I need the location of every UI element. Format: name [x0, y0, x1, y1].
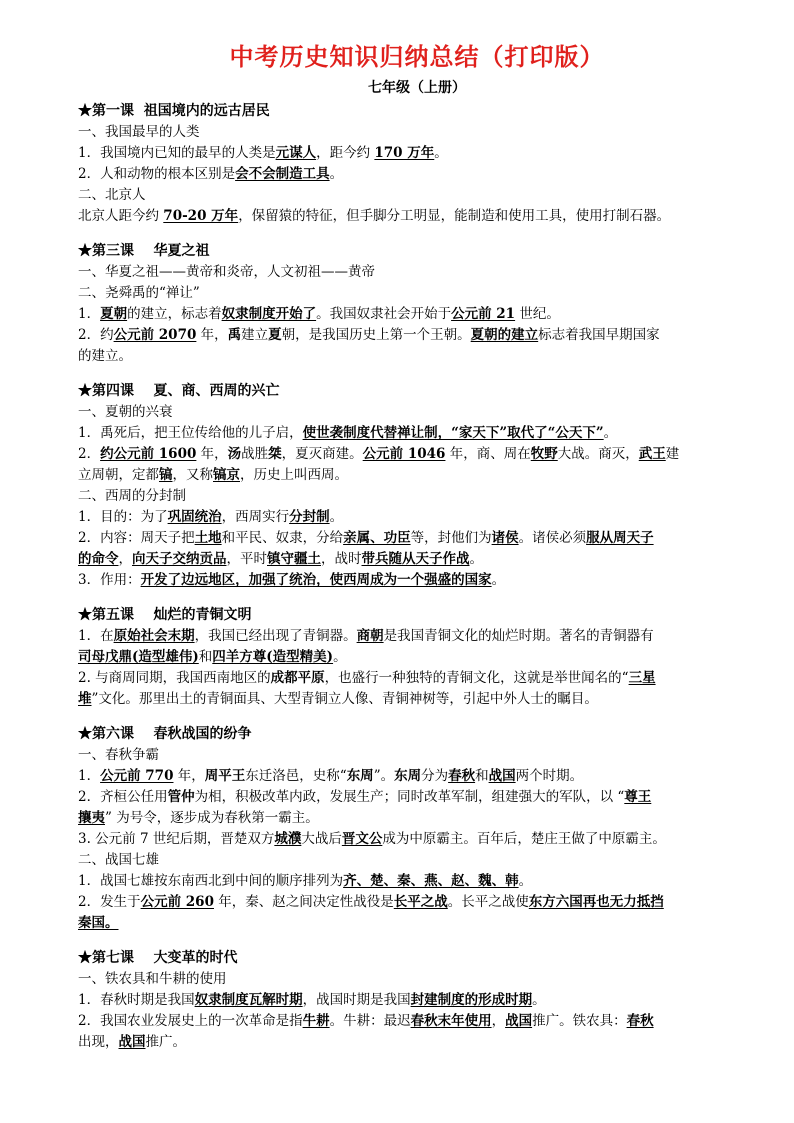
text-segment: 2．约	[78, 327, 114, 343]
key-term: 镐京	[213, 467, 240, 483]
key-term: 公元前 260	[140, 894, 214, 910]
text-segment: 的建立。	[78, 348, 132, 364]
text-segment: 是我国青铜文化的灿烂时期。著名的青铜器有	[383, 628, 654, 644]
text-line	[78, 122, 756, 143]
text-segment: 一、铁农具和牛耕的使用	[78, 971, 227, 987]
text-line	[78, 143, 756, 164]
key-term: 商朝	[356, 628, 384, 644]
key-term: 的命令	[78, 551, 119, 567]
text-segment: 建立	[241, 327, 269, 343]
text-segment: ，又称	[172, 467, 213, 483]
text-segment: 1．目的：为了	[78, 509, 168, 525]
text-line	[78, 647, 756, 668]
key-term: 晋文公	[341, 831, 383, 847]
text-segment: 。	[333, 649, 347, 665]
key-term: 长平之战	[393, 894, 448, 910]
key-term: 四羊方尊(造型精美)	[212, 649, 334, 665]
text-segment: 周平王	[204, 768, 246, 784]
text-line	[78, 304, 756, 325]
lesson-section	[78, 101, 756, 227]
text-segment: 1．春秋时期是我国	[78, 992, 195, 1008]
text-segment: 夏	[268, 327, 282, 343]
text-segment: 建	[665, 446, 680, 462]
lesson-heading: ★第一课 祖国境内的远古居民	[78, 103, 270, 119]
text-line	[78, 829, 756, 850]
text-segment: ，	[118, 551, 132, 567]
text-line	[78, 850, 756, 871]
key-term: 向天子交纳贡品	[132, 551, 227, 567]
text-segment: 。	[469, 551, 483, 567]
text-segment: 1．禹死后，把王位传给他的儿子启，	[78, 425, 303, 441]
text-segment: 和	[475, 768, 489, 784]
text-line	[78, 766, 756, 787]
text-segment: 出现，	[78, 1034, 119, 1050]
text-segment: 东迁洛邑，史称“	[245, 768, 347, 784]
text-segment: ，历史上叫西周。	[240, 467, 348, 483]
text-segment: 一、华夏之祖——黄帝和炎帝，人文初祖——黄帝	[78, 264, 375, 280]
lesson-section	[78, 948, 756, 1053]
key-term: 约公元前 1600	[100, 446, 197, 462]
key-term: 武王	[638, 446, 666, 462]
text-segment: 。	[329, 166, 344, 182]
key-term: 牧野	[530, 446, 558, 462]
document-subtitle: 七年级（上册）	[368, 80, 466, 96]
key-term: 镐	[159, 467, 173, 483]
key-term: 战国	[488, 768, 516, 784]
text-segment: 年，商、周在	[445, 446, 531, 462]
key-term: 城濮	[274, 831, 302, 847]
lesson-section	[78, 381, 756, 591]
text-line	[78, 507, 756, 528]
key-term: 会不会制造工具	[235, 166, 330, 182]
text-line	[78, 570, 756, 591]
text-line	[78, 206, 756, 227]
text-line	[78, 689, 756, 710]
key-term: 封建制度的形成时期	[410, 992, 533, 1008]
text-line	[78, 871, 756, 892]
text-line	[78, 1011, 756, 1032]
text-segment: ，战时	[321, 551, 362, 567]
key-term: 春秋	[626, 1013, 654, 1029]
key-term: 战国	[505, 1013, 533, 1029]
text-line	[78, 668, 756, 689]
text-segment: 东周	[394, 768, 422, 784]
text-segment: 。	[603, 425, 618, 441]
text-segment: 。	[491, 572, 506, 588]
text-segment: 年，秦、赵之间决定性战役是	[213, 894, 394, 910]
text-line	[78, 402, 756, 423]
text-segment: 禹	[227, 327, 242, 343]
key-term: 使世袭制度代替禅让制，“家天下”取代了“公天下”	[302, 425, 604, 441]
text-line	[78, 913, 756, 934]
key-term: 奴隶制度开始了	[221, 306, 317, 322]
text-segment: 。我国奴隶社会开始于	[316, 306, 452, 322]
text-line	[78, 185, 756, 206]
text-segment: 2．内容：周天子把	[78, 530, 195, 546]
text-segment: 一、我国最早的人类	[78, 124, 200, 140]
text-segment: 。诸侯必须	[518, 530, 587, 546]
key-term: 开发了边远地区，加强了统治，使西周成为一个强盛的国家	[140, 572, 492, 588]
key-term: 带兵随从天子作战	[361, 551, 470, 567]
text-segment: 一、春秋争霸	[78, 747, 159, 763]
text-segment: 为相，积极改革内政，发展生产；同时改革军制，组建强大的军队，以 “	[194, 789, 625, 805]
key-term: 齐、楚、秦、燕、赵、魏、韩	[343, 873, 519, 889]
lesson-section	[78, 605, 756, 710]
text-segment: 。	[434, 145, 448, 161]
text-line	[78, 990, 756, 1011]
key-term: 亲属、功臣	[343, 530, 411, 546]
key-term: 攘夷	[78, 810, 105, 826]
text-segment: 3．作用：	[78, 572, 141, 588]
text-segment: 成都平原	[270, 670, 325, 686]
text-segment: 。	[329, 509, 344, 525]
text-segment: 标志着我国早期国家	[538, 327, 660, 343]
text-segment: 2．发生于	[78, 894, 141, 910]
text-segment: 。	[532, 992, 546, 1008]
text-line	[78, 486, 756, 507]
key-term: 奴隶制度瓦解时期	[194, 992, 303, 1008]
text-line	[78, 892, 756, 913]
document-title: 中考历史知识归纳总结（打印版）	[229, 43, 605, 71]
text-segment: 和平民、奴隶，分给	[221, 530, 344, 546]
key-term: 堆	[78, 691, 92, 707]
lesson-section	[78, 241, 756, 367]
text-line	[78, 283, 756, 304]
key-term: 公元前 2070	[113, 327, 197, 343]
text-line	[78, 787, 756, 808]
text-segment: 。	[518, 873, 533, 889]
key-term: 司母戊鼎(造型雄伟)	[78, 649, 199, 665]
text-segment: 一、夏朝的兴衰	[78, 404, 173, 420]
text-segment: 1．我国境内已知的最早的人类是	[78, 145, 276, 161]
text-segment: 二、西周的分封制	[78, 488, 186, 504]
text-segment: 和	[198, 649, 213, 665]
text-segment: 年，	[196, 327, 228, 343]
text-segment: 世纪。	[515, 306, 560, 322]
text-segment: 推广。铁农具：	[532, 1013, 627, 1029]
text-segment: ，保留猿的特征，但手脚分工明显，能制造和使用工具，使用打制石器。	[238, 208, 671, 224]
text-line	[78, 262, 756, 283]
text-segment: ，距今约	[316, 145, 375, 161]
lesson-heading: ★第六课 春秋战国的纷争	[78, 726, 252, 742]
text-line	[78, 325, 756, 346]
text-segment: 二、北京人	[78, 187, 146, 203]
key-term: 分封制	[289, 509, 330, 525]
key-term: 公元前 21	[451, 306, 516, 322]
text-segment: ，平时	[226, 551, 267, 567]
text-line	[78, 423, 756, 444]
text-segment: ” 为号令，逐步成为春秋第一霸主。	[105, 810, 319, 826]
key-term: 三星	[628, 670, 656, 686]
text-segment: 二、尧舜禹的“禅让”	[78, 285, 200, 301]
key-term: 镇守疆土	[267, 551, 321, 567]
key-term: 东方六国再也无力抵挡	[528, 894, 664, 910]
key-term: 服从周天子	[586, 530, 654, 546]
key-term: 170 万年	[374, 145, 435, 161]
text-segment: 2. 与商周同期，我国西南地区的	[78, 670, 271, 686]
lesson-section	[78, 724, 756, 934]
text-segment: 两个时期。	[515, 768, 584, 784]
text-line	[78, 444, 756, 465]
lesson-heading: ★第三课 华夏之祖	[78, 243, 210, 259]
text-line	[78, 626, 756, 647]
text-segment: 的建立，标志着	[127, 306, 222, 322]
key-term: 秦国。	[78, 915, 119, 931]
text-segment: 推广。	[145, 1034, 186, 1050]
text-segment: 大战后	[301, 831, 342, 847]
text-line	[78, 745, 756, 766]
text-segment: 1．战国七雄按东南西北到中间的顺序排列为	[78, 873, 344, 889]
text-segment: 二、战国七雄	[78, 852, 159, 868]
text-segment: 东周	[346, 768, 374, 784]
key-term: 春秋末年使用	[410, 1013, 492, 1029]
text-line	[78, 969, 756, 990]
text-segment: 北京人距今约	[78, 208, 164, 224]
text-segment: ，战国时期是我国	[302, 992, 411, 1008]
text-line	[78, 346, 756, 367]
text-segment: 1．	[78, 768, 101, 784]
key-term: 夏朝	[100, 306, 128, 322]
key-term: 战国	[118, 1034, 146, 1050]
key-term: 诸侯	[491, 530, 519, 546]
lesson-heading: ★第五课 灿烂的青铜文明	[78, 607, 252, 623]
text-segment: 成为中原霸主。百年后，楚庄王做了中原霸主。	[382, 831, 666, 847]
text-segment: 年，	[196, 446, 228, 462]
text-line	[78, 528, 756, 549]
text-line	[78, 808, 756, 829]
text-segment: 。牛耕：最迟	[329, 1013, 411, 1029]
text-segment: 汤	[227, 446, 242, 462]
key-term: 公元前 770	[100, 768, 174, 784]
text-segment: 年，	[173, 768, 205, 784]
key-term: 尊王	[624, 789, 652, 805]
key-term: 原始社会末期	[113, 628, 195, 644]
text-segment: 1．在	[78, 628, 114, 644]
key-term: 土地	[194, 530, 222, 546]
text-segment: 管仲	[167, 789, 195, 805]
key-term: 公元前 1046	[362, 446, 446, 462]
text-segment: 2．齐桓公任用	[78, 789, 168, 805]
text-line	[78, 164, 756, 185]
text-segment: 桀	[268, 446, 282, 462]
text-segment: 立周朝，定都	[78, 467, 159, 483]
text-segment: ，	[491, 1013, 506, 1029]
key-term: 春秋	[448, 768, 476, 784]
text-segment: 1．	[78, 306, 101, 322]
key-term: 70-20 万年	[163, 208, 239, 224]
text-segment: ，我国已经出现了青铜器。	[194, 628, 357, 644]
text-segment: ”文化。那里出土的青铜面具、大型青铜立人像、青铜神树等，引起中外人士的瞩目。	[91, 691, 598, 707]
key-term: 元谋人	[275, 145, 317, 161]
text-segment: 2．我国农业发展史上的一次革命是指	[78, 1013, 303, 1029]
text-segment: 分为	[421, 768, 449, 784]
text-segment: 大战。商灭，	[557, 446, 639, 462]
text-segment: 2．人和动物的根本区别是	[78, 166, 236, 182]
lesson-heading: ★第七课 大变革的时代	[78, 950, 238, 966]
text-segment: ，西周实行	[221, 509, 290, 525]
text-line	[78, 465, 756, 486]
key-term: 牛耕	[302, 1013, 330, 1029]
text-segment: 2．	[78, 446, 101, 462]
text-segment: 。长平之战使	[447, 894, 529, 910]
text-segment: ，夏灭商建。	[281, 446, 363, 462]
lesson-list	[78, 101, 756, 1053]
text-line	[78, 1032, 756, 1053]
lesson-heading: ★第四课 夏、商、西周的兴亡	[78, 383, 280, 399]
text-segment: 等，封他们为	[410, 530, 492, 546]
text-segment: 朝，是我国历史上第一个王朝。	[281, 327, 471, 343]
text-line	[78, 549, 756, 570]
key-term: 夏朝的建立	[470, 327, 539, 343]
text-segment: ，也盛行一种独特的青铜文化，这就是举世闻名的“	[324, 670, 629, 686]
text-segment: 战胜	[241, 446, 269, 462]
text-segment: ”。	[373, 768, 395, 784]
text-segment: 3. 公元前 7 世纪后期，晋楚双方	[78, 831, 275, 847]
key-term: 巩固统治	[167, 509, 222, 525]
